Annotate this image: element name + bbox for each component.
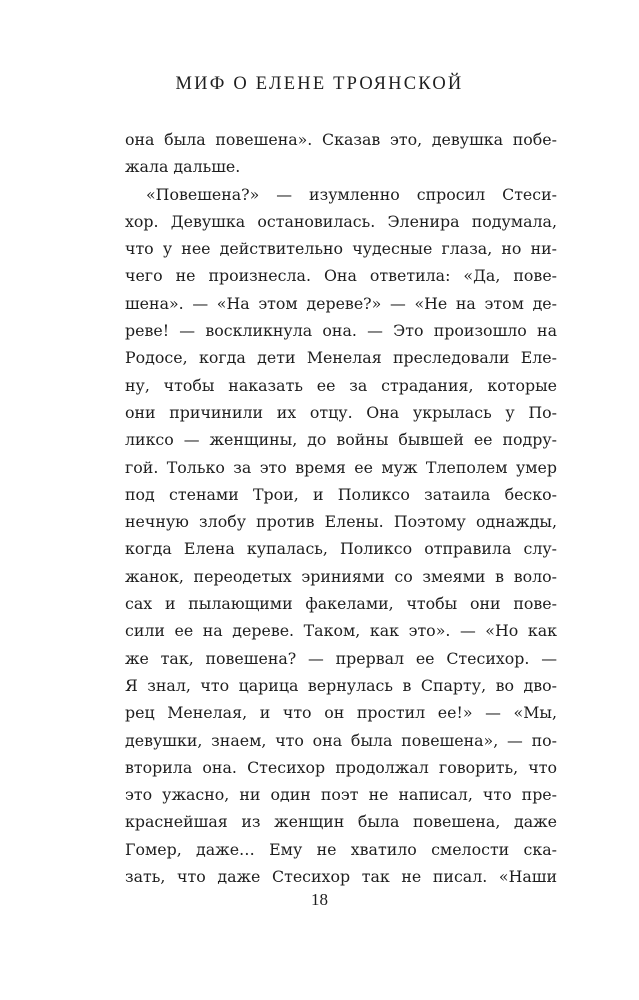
text-line: что у нее действительно чудесные глаза, но ни-: [125, 239, 557, 259]
text-line: гой. Только за это время ее муж Тлеполем умер: [125, 457, 557, 477]
text-line: девушки, знаем, что она была повешена», — по-: [125, 730, 557, 750]
text-line: шена». — «На этом дереве?» — «Не на этом де-: [125, 293, 557, 313]
text-line: она была повешена». Сказав это, девушка побе-: [125, 130, 557, 149]
text-line: «Повешена?» — изумленно спросил Стеси-: [146, 184, 557, 204]
text-line: под стенами Трои, и Поликсо затаила беско-: [125, 484, 557, 504]
text-line: реве! — воскликнула она. — Это произошло на: [125, 321, 557, 341]
text-line: ну, чтобы наказать ее за страдания, которые: [125, 375, 557, 395]
text-line: ликсо — женщины, до войны бывшей ее подру-: [125, 430, 557, 450]
text-line: краснейшая из женщин была повешена, даже: [125, 812, 557, 832]
text-line: Гомер, даже… Ему не хватило смелости ска-: [125, 839, 557, 859]
text-line: жала дальше.: [125, 157, 241, 177]
text-line: Я знал, что царица вернулась в Спарту, во дво-: [125, 675, 557, 695]
text-line: же так, повешена? — прервал ее Стесихор. —: [125, 648, 557, 668]
text-line: когда Елена купалась, Поликсо отправила слу-: [125, 539, 557, 559]
text-line: зать, что даже Стесихор так не писал. «Наши: [125, 867, 557, 887]
text-line: рец Менелая, и что он простил ее!» — «Мы,: [125, 703, 557, 723]
text-line: Родосе, когда дети Менелая преследовали Еле-: [125, 348, 557, 368]
text-line: они причинили их отцу. Она укрылась у По-: [125, 402, 557, 422]
page-number: 18: [311, 890, 328, 909]
text-line: сили ее на дереве. Таком, как это». — «Но как: [125, 621, 557, 641]
text-line: сах и пылающими факелами, чтобы они пове-: [125, 594, 557, 614]
text-line: это ужасно, ни один поэт не написал, что пре-: [125, 785, 557, 805]
text-line: жанок, переодетых эриниями со змеями в воло-: [125, 566, 557, 586]
text-line: нечную злобу против Елены. Поэтому однажды,: [125, 512, 557, 532]
running-header: МИФ О ЕЛЕНЕ ТРОЯНСКОЙ: [175, 74, 464, 94]
text-line: хор. Девушка остановилась. Эленира подумала,: [125, 211, 557, 231]
body-text: [125, 126, 557, 890]
text-line: вторила она. Стесихор продолжал говорить, что: [125, 757, 557, 777]
text-line: чего не произнесла. Она ответила: «Да, пове-: [125, 266, 557, 286]
